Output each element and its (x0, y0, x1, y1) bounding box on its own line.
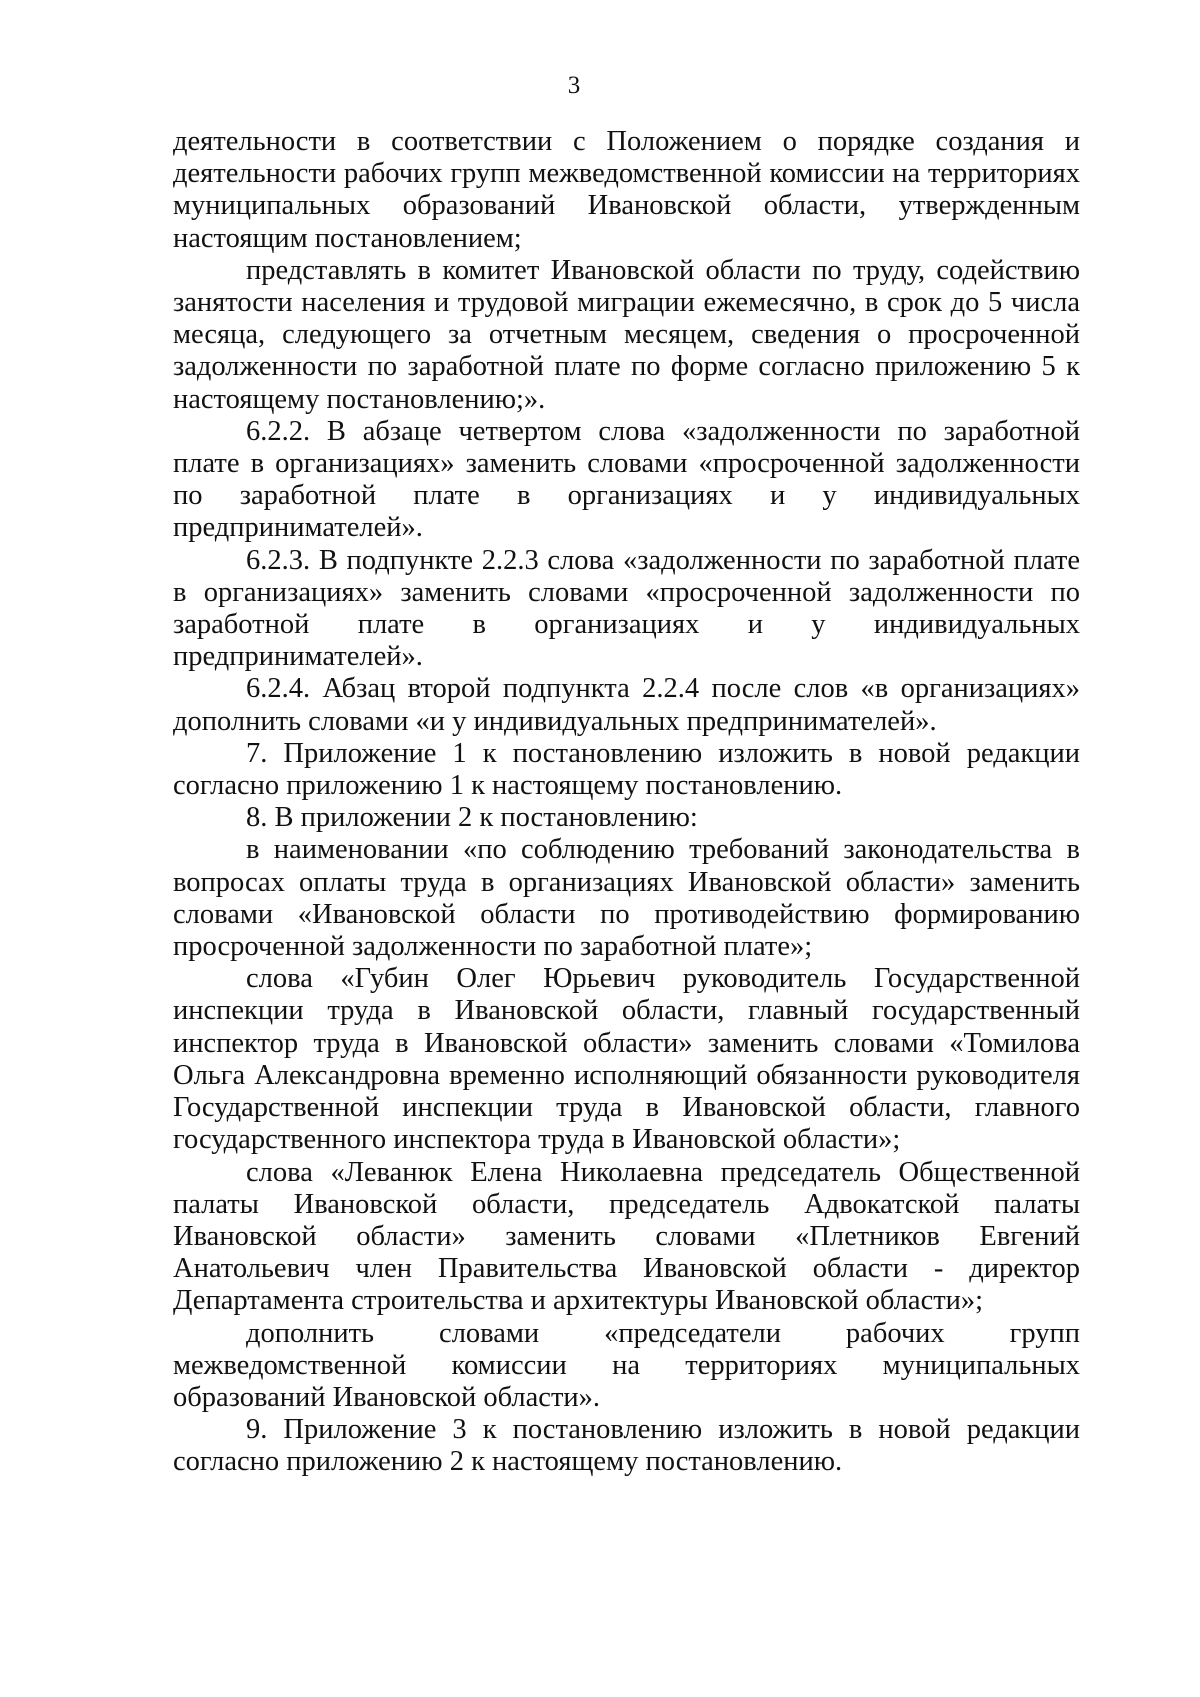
page-number: 3 (567, 72, 581, 99)
paragraph-8: 8. В приложении 2 к постановлению: (246, 802, 698, 834)
paragraph-continuation: деятельности в соответствии с Положением о порядке создания и деятельности рабочих групп межведомственной комиссии на территориях муниципальных образований Ивановской области, утвержденным настоящим постановлением; (173, 126, 1080, 254)
paragraph-6-2-2: 6.2.2. В абзаце четвертом слова «задолженности по заработной плате в организациях» заменить словами «просроченной задолженности по заработной плате в организациях и у индивидуальных предпринимателей». (173, 415, 1080, 544)
paragraph-report-duty: представлять в комитет Ивановской области по труду, содействию занятости населения и трудовой миграции ежемесячно, в срок до 5 числа месяца, следующего за отчетным месяцем, сведения о просроченной задолженности по заработной плате по форме согласно приложению 5 к настоящему постановлению;». (173, 254, 1080, 415)
paragraph-6-2-4: 6.2.4. Абзац второй подпункта 2.2.4 после слов «в организациях» дополнить словами «и у индивидуальных предпринимателей». (173, 673, 1080, 737)
paragraph-8-addition: дополнить словами «председатели рабочих групп межведомственной комиссии на территориях муниципальных образований Ивановской области». (173, 1317, 1080, 1413)
paragraph-7: 7. Приложение 1 к постановлению изложить в новой редакции согласно приложению 1 к настоящему постановлению. (173, 737, 1080, 802)
paragraph-8-gubin-change: слова «Губин Олег Юрьевич руководитель Государственной инспекции труда в Ивановской области, главный государственный инспектор труда в Ивановской области» заменить словами «Томилова Ольга Александровна временно исполняющий обязанности руководителя Государственной инспекции труда в Ивановской области, главного государственного инспектора труда в Ивановской области»; (173, 963, 1080, 1156)
paragraph-8-title-change: в наименовании «по соблюдению требований законодательства в вопросах оплаты труда в организациях Ивановской области» заменить словами «Ивановской области по противодействию формированию просроченной задолженности по заработной плате»; (173, 834, 1080, 963)
paragraph-9: 9. Приложение 3 к постановлению изложить в новой редакции согласно приложению 2 к настоящему постановлению. (173, 1414, 1080, 1478)
paragraph-6-2-3: 6.2.3. В подпункте 2.2.3 слова «задолженности по заработной плате в организациях» заменить словами «просроченной задолженности по заработной плате в организациях и у индивидуальных предпринимателей». (173, 544, 1080, 673)
paragraph-8-levanyuk-change: слова «Леванюк Елена Николаевна председатель Общественной палаты Ивановской области, председатель Адвокатской палаты Ивановской области» заменить словами «Плетников Евгений Анатольевич член Правительства Ивановской области - директор Департамента строительства и архитектуры Ивановской области»; (173, 1156, 1080, 1317)
document-body (173, 126, 1080, 1479)
